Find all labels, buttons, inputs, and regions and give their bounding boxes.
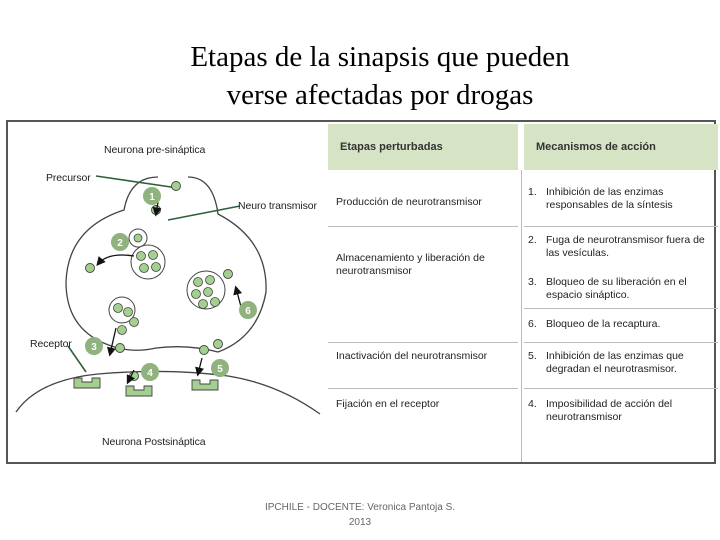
etapa-almacenamiento: Almacenamiento y liberación de neurotransmisor [336,252,485,277]
row-divider [524,226,718,227]
arrow-step-3 [110,328,116,354]
step-marker-2 [111,233,129,251]
precursor-dot [172,182,181,191]
step-marker-6 [239,301,257,319]
footer-line-1: IPCHILE - DOCENTE: Veronica Pantoja S. [264,502,456,513]
step-marker-1 [143,187,161,205]
step-marker-5 [211,359,229,377]
mecanismo-item: 3. Bloqueo de su liberación en el espacio sináptico. [528,276,687,301]
step-marker-3 [85,337,103,355]
row-divider [524,388,718,389]
step-marker-4 [141,363,159,381]
mecanismo-group-4 [528,398,718,430]
mecanismo-item: 5. Inhibición de las enzimas que degradan el neurotrasmisor. [528,350,684,375]
mecanismo-item: 4. Imposibilidad de acción del neurotransmisor [528,398,673,423]
neurotransmitter-pointer [168,206,240,220]
svg-text:4: 4 [147,368,153,379]
presynaptic-neuron-outline [66,177,266,352]
title-line-2: verse afectadas por drogas [226,79,534,111]
arrow-step-5 [198,358,202,374]
mecanismo-group-2 [528,234,718,337]
neurotransmitter-dot [200,346,209,355]
svg-text:1: 1 [149,192,155,203]
svg-text:5: 5 [217,364,223,375]
footer-line-2: 2013 [348,517,372,528]
neurotransmitter-dot [224,270,233,279]
precursor-pointer [96,176,178,188]
row-divider [524,308,718,309]
etapa-produccion: Producción de neurotransmisor [336,196,482,208]
label-postsynaptic-neuron: Neurona Postsináptica [102,436,206,448]
column-divider [521,170,522,462]
mecanismo-group-3 [528,350,718,382]
row-divider [524,342,718,343]
vesicle-small [129,229,147,247]
receptor [74,378,100,388]
svg-text:6: 6 [245,306,251,317]
row-divider [328,226,518,227]
neurotransmitter-dot [214,340,223,349]
mechanism-table [328,124,720,462]
mecanismo-group-1 [528,186,718,218]
synapse-figure [6,120,716,464]
label-neurotransmitter: Neuro transmisor [238,200,317,212]
etapa-fijacion: Fijación en el receptor [336,398,440,410]
row-divider [328,388,518,389]
title-line-1: Etapas de la sinapsis que pueden [190,41,570,73]
postsynaptic-neuron-outline [16,371,320,414]
svg-text:3: 3 [91,342,97,353]
label-receptor: Receptor [30,338,72,350]
vesicle-full [187,271,225,309]
receptor [126,386,152,396]
page-title [60,38,700,114]
footer-credit [210,500,510,530]
svg-text:2: 2 [117,238,123,249]
vesicle-full [131,245,165,279]
vesicle-partial [109,297,139,335]
header-etapas: Etapas perturbadas [328,124,518,170]
neurotransmitter-dot [86,264,95,273]
mecanismo-item: 1. Inhibición de las enzimas responsables de la síntesis [528,186,673,211]
label-precursor: Precursor [46,172,91,184]
arrow-step-2 [98,255,134,264]
etapa-inactivacion: Inactivación del neurotransmisor [336,350,488,362]
mecanismo-item: 2. Fuga de neurotransmisor fuera de las vesículas. [528,234,705,259]
row-divider [328,342,518,343]
header-mecanismos: Mecanismos de acción [524,124,718,170]
neurotransmitter-dot [116,344,125,353]
receptor [192,380,218,390]
mecanismo-item: 6. Bloqueo de la recaptura. [528,318,661,330]
label-presynaptic-neuron: Neurona pre-sináptica [104,144,206,156]
